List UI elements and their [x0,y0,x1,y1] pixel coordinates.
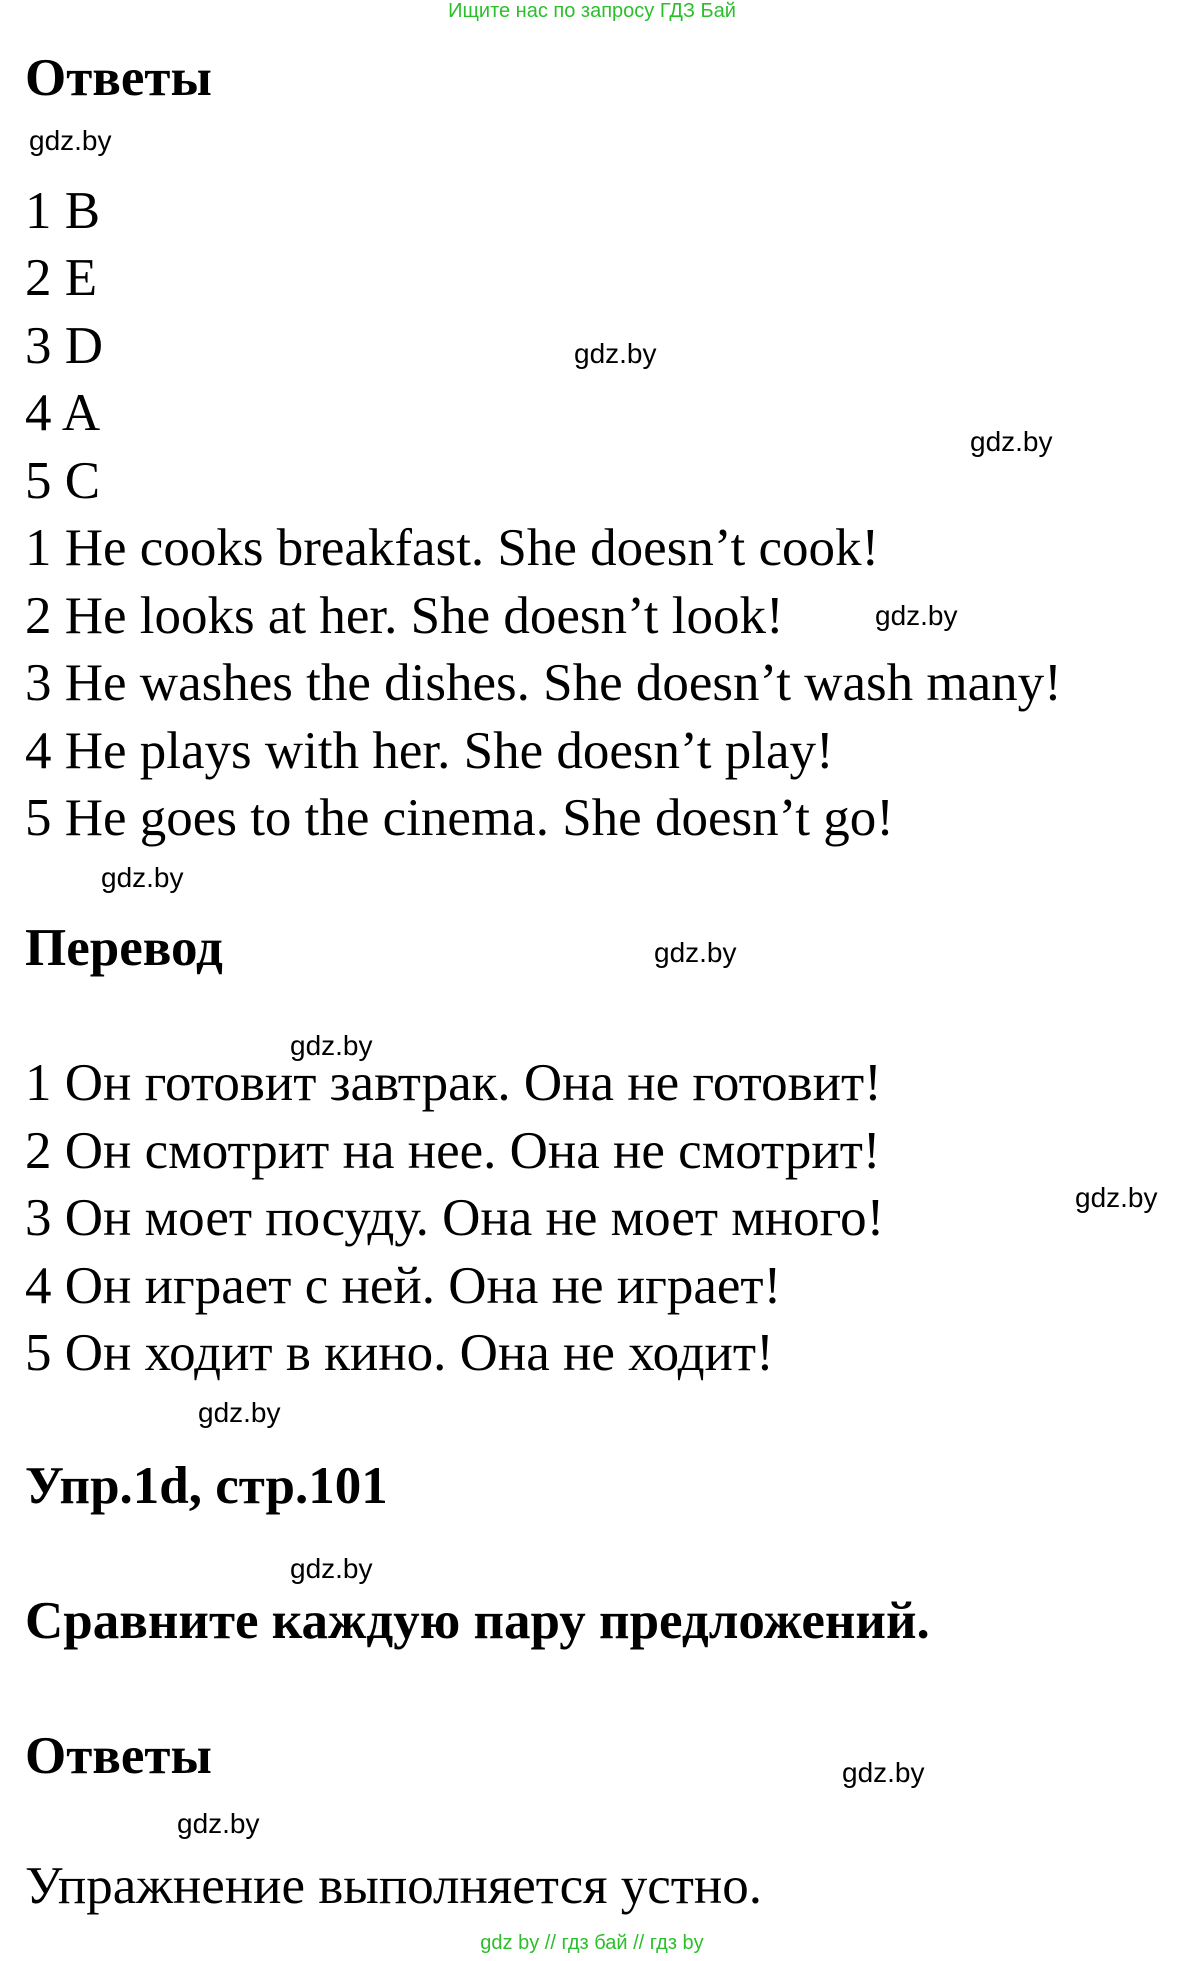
answer-sentence-1: 1 He cooks breakfast. She doesn’t cook! [25,519,880,577]
watermark: gdz.by [1075,1182,1158,1213]
answers-heading-2: Ответы [25,1727,212,1785]
answer-sentence-2: 2 He looks at her. She doesn’t look! [25,587,784,645]
exercise-task: Сравните каждую пару предложений. [25,1592,930,1650]
translation-sentence-2: 2 Он смотрит на нее. Она не смотрит! [25,1122,881,1180]
answers-heading: Ответы [25,49,212,107]
top-banner: Ищите нас по запросу ГДЗ Бай [448,0,736,22]
answer-letter-2: 2 E [25,249,98,307]
translation-heading: Перевод [25,919,223,977]
watermark: gdz.by [875,600,958,631]
watermark: gdz.by [574,338,657,369]
watermark: gdz.by [290,1030,373,1061]
answer-sentence-5: 5 He goes to the cinema. She doesn’t go! [25,789,894,847]
watermark: gdz.by [842,1757,925,1788]
answer-letter-3: 3 D [25,317,104,375]
translation-sentence-3: 3 Он моет посуду. Она не моет много! [25,1189,885,1247]
answer-sentence-4: 4 He plays with her. She doesn’t play! [25,722,834,780]
watermark: gdz.by [970,426,1053,457]
watermark: gdz.by [654,937,737,968]
answer-letter-5: 5 C [25,452,101,510]
answer-letter-1: 1 B [25,182,101,240]
footer-watermark: gdz by // гдз бай // гдз by [480,1932,704,1954]
translation-sentence-4: 4 Он играет с ней. Она не играет! [25,1257,782,1315]
watermark: gdz.by [101,862,184,893]
oral-note: Упражнение выполняется устно. [25,1857,763,1915]
watermark: gdz.by [290,1553,373,1584]
answer-sentence-3: 3 He washes the dishes. She doesn’t wash many! [25,654,1062,712]
translation-sentence-1: 1 Он готовит завтрак. Она не готовит! [25,1054,882,1112]
watermark: gdz.by [198,1397,281,1428]
exercise-title: Упр.1d, стр.101 [25,1457,388,1515]
watermark: gdz.by [177,1808,260,1839]
translation-sentence-5: 5 Он ходит в кино. Она не ходит! [25,1324,774,1382]
watermark: gdz.by [29,125,112,156]
answer-letter-4: 4 A [25,384,101,442]
